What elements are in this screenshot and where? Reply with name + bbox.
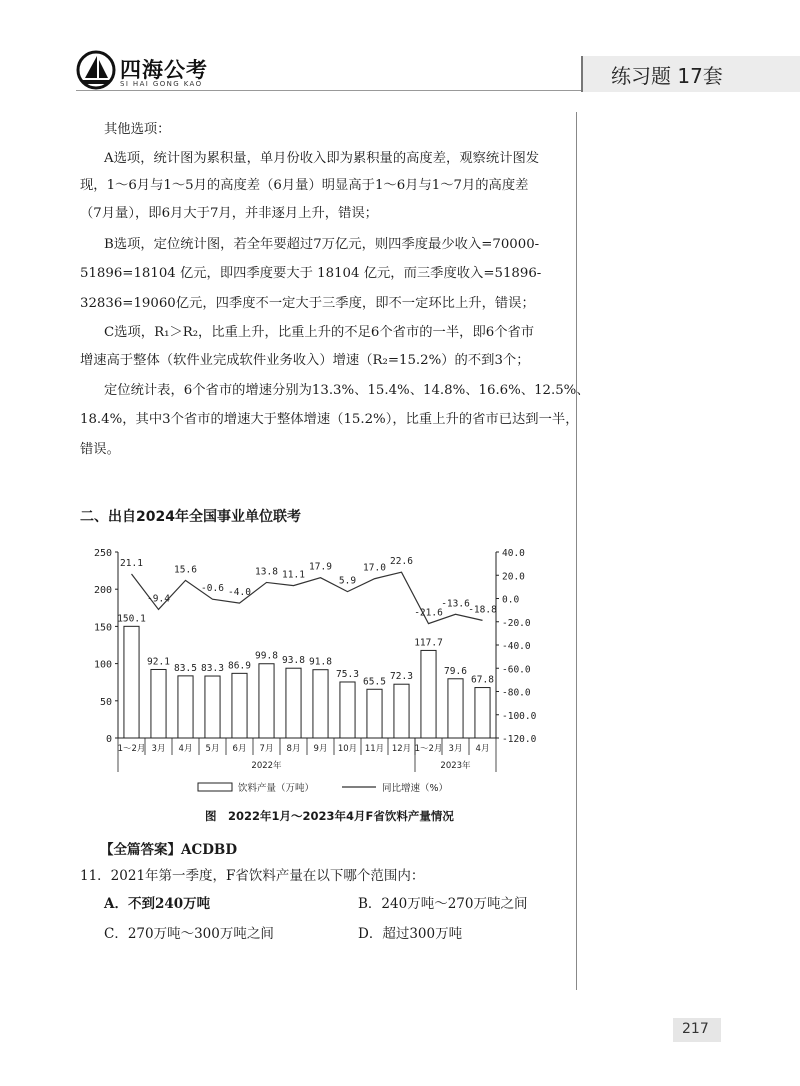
growth-rate-label: -18.8 (468, 604, 497, 616)
exercise-set-label: 练习题 17套 (611, 64, 723, 88)
growth-rate-label: 22.6 (390, 556, 413, 568)
option-c[interactable]: C．270万吨～300万吨之间 (104, 926, 274, 942)
left-tick-label: 0 (105, 734, 112, 745)
bar-value-label: 99.8 (255, 650, 278, 662)
left-tick-label: 100 (93, 659, 112, 671)
left-tick-label: 200 (93, 585, 112, 597)
right-tick-label: -20.0 (502, 617, 531, 629)
chart-caption: 图 2022年1月～2023年4月F省饮料产量情况 (205, 809, 454, 823)
text-line: 32836=19060亿元，四季度不一定大于三季度，即不一定环比上升，错误； (80, 296, 535, 311)
bar-value-label: 75.3 (336, 668, 359, 680)
option-b[interactable]: B．240万吨～270万吨之间 (358, 896, 528, 912)
brand-name: 四海公考 (120, 58, 208, 82)
right-tick-label: 0.0 (502, 594, 520, 606)
bar-value-label: 117.7 (414, 637, 443, 649)
question-stem: 11．2021年第一季度，F省饮料产量在以下哪个范围内： (80, 868, 425, 884)
category-label: 3月 (448, 744, 463, 754)
left-tick-label: 50 (99, 696, 112, 708)
text-line: B选项，定位统计图，若全年要超过7万亿元，则四季度最少收入=70000- (104, 237, 540, 252)
output-bar (448, 679, 463, 738)
bar-value-label: 72.3 (390, 671, 413, 683)
bar-value-label: 79.6 (444, 665, 467, 677)
output-bar (259, 664, 274, 738)
growth-rate-label: -4.0 (228, 587, 251, 599)
growth-rate-label: 17.0 (363, 562, 386, 574)
brand-subtitle: SI HAI GONG KAO (120, 80, 203, 88)
output-bar (394, 684, 409, 738)
text-line: 增速高于整体（软件业完成软件业务收入）增速（R₂=15.2%）的不到3个； (80, 353, 530, 368)
page-number: 217 (682, 1021, 709, 1037)
category-label: 1～2月 (414, 744, 443, 754)
bar-value-label: 150.1 (117, 613, 146, 625)
bar-value-label: 83.5 (174, 662, 197, 674)
text-line: 定位统计表，6个省市的增速分别为13.3%、15.4%、14.8%、16.6%、12.5%、 (104, 383, 590, 398)
brand-logo (76, 50, 236, 94)
option-d[interactable]: D．超过300万吨 (358, 926, 463, 942)
text-line: （7月量），即6月大于7月，并非逐月上升，错误； (80, 206, 378, 221)
category-label: 10月 (337, 744, 358, 754)
year-label: 2023年 (440, 761, 471, 771)
category-label: 6月 (232, 744, 247, 754)
output-bar (124, 626, 139, 738)
exercise-set-tab (581, 56, 800, 92)
right-tick-label: 40.0 (502, 548, 525, 559)
right-tick-label: 20.0 (502, 571, 525, 583)
bar-value-label: 86.9 (228, 660, 251, 672)
output-bar (313, 670, 328, 738)
option-a[interactable]: A．不到240万吨 (104, 896, 211, 912)
bar-value-label: 65.5 (363, 676, 386, 688)
output-bar (151, 669, 166, 738)
right-tick-label: -40.0 (502, 641, 531, 652)
left-tick-label: 250 (93, 548, 112, 559)
text-line: 其他选项： (104, 122, 171, 137)
text-line: 18.4%，其中3个省市的增速大于整体增速（15.2%），比重上升的省市已达到一半， (80, 412, 579, 427)
output-bar (178, 676, 193, 738)
bar-value-label: 91.8 (309, 656, 332, 668)
bar-value-label: 93.8 (282, 655, 305, 667)
output-bar (232, 673, 247, 738)
growth-rate-label: -0.6 (201, 583, 224, 595)
beverage-output-chart (80, 540, 540, 830)
page-header (0, 0, 800, 110)
category-label: 8月 (286, 744, 301, 754)
header-divider (76, 90, 581, 91)
right-tick-label: -100.0 (502, 710, 537, 722)
legend-bar-swatch (198, 783, 232, 791)
category-label: 12月 (391, 744, 412, 754)
output-bar (205, 676, 220, 738)
growth-rate-label: 17.9 (309, 561, 332, 573)
text-line: 51896=18104 亿元，即四季度要大于 18104 亿元，而三季度收入=51896- (80, 266, 542, 281)
growth-rate-label: 15.6 (174, 564, 197, 576)
growth-rate-label: 11.1 (282, 569, 305, 581)
sailboat-logo-icon (76, 50, 116, 90)
growth-rate-label: 13.8 (255, 566, 278, 578)
text-line: 现，1～6月与1～5月的高度差（6月量）明显高于1～6月与1～7月的高度差 (80, 178, 529, 193)
growth-rate-label: 5.9 (338, 575, 357, 587)
output-bar (475, 688, 490, 738)
category-label: 4月 (178, 744, 193, 754)
category-label: 11月 (364, 744, 385, 754)
text-line: 错误。 (80, 442, 120, 457)
right-tick-label: -120.0 (502, 734, 537, 745)
legend-line-label: 同比增速（%） (382, 783, 449, 794)
section-title: 二、出自2024年全国事业单位联考 (80, 509, 301, 525)
category-label: 3月 (151, 744, 166, 754)
output-bar (340, 682, 355, 738)
growth-rate-label: -9.4 (147, 593, 170, 605)
chart-canvas (80, 540, 540, 830)
margin-divider (576, 112, 577, 990)
year-label: 2022年 (251, 761, 282, 771)
right-tick-label: -80.0 (502, 687, 531, 699)
category-label: 5月 (205, 744, 220, 754)
growth-rate-label: 21.1 (120, 557, 143, 569)
bar-value-label: 92.1 (147, 656, 170, 668)
category-label: 9月 (313, 744, 328, 754)
right-tick-label: -60.0 (502, 664, 531, 676)
answer-key: 【全篇答案】ACDBD (100, 842, 238, 858)
output-bar (421, 650, 436, 738)
category-label: 7月 (259, 744, 274, 754)
bar-value-label: 83.3 (201, 663, 224, 675)
growth-rate-label: -13.6 (441, 598, 470, 610)
output-bar (367, 689, 382, 738)
text-line: A选项，统计图为累积量，单月份收入即为累积量的高度差，观察统计图发 (104, 151, 540, 166)
page-number-tab (673, 1018, 721, 1042)
category-label: 1～2月 (117, 744, 146, 754)
output-bar (286, 668, 301, 738)
growth-rate-label: -21.6 (414, 607, 443, 619)
category-label: 4月 (475, 744, 490, 754)
left-tick-label: 150 (93, 622, 112, 634)
legend-bar-label: 饮料产量（万吨） (238, 783, 315, 794)
text-line: C选项，R₁＞R₂，比重上升，比重上升的不足6个省市的一半，即6个省市 (104, 325, 535, 340)
bar-value-label: 67.8 (471, 674, 494, 686)
